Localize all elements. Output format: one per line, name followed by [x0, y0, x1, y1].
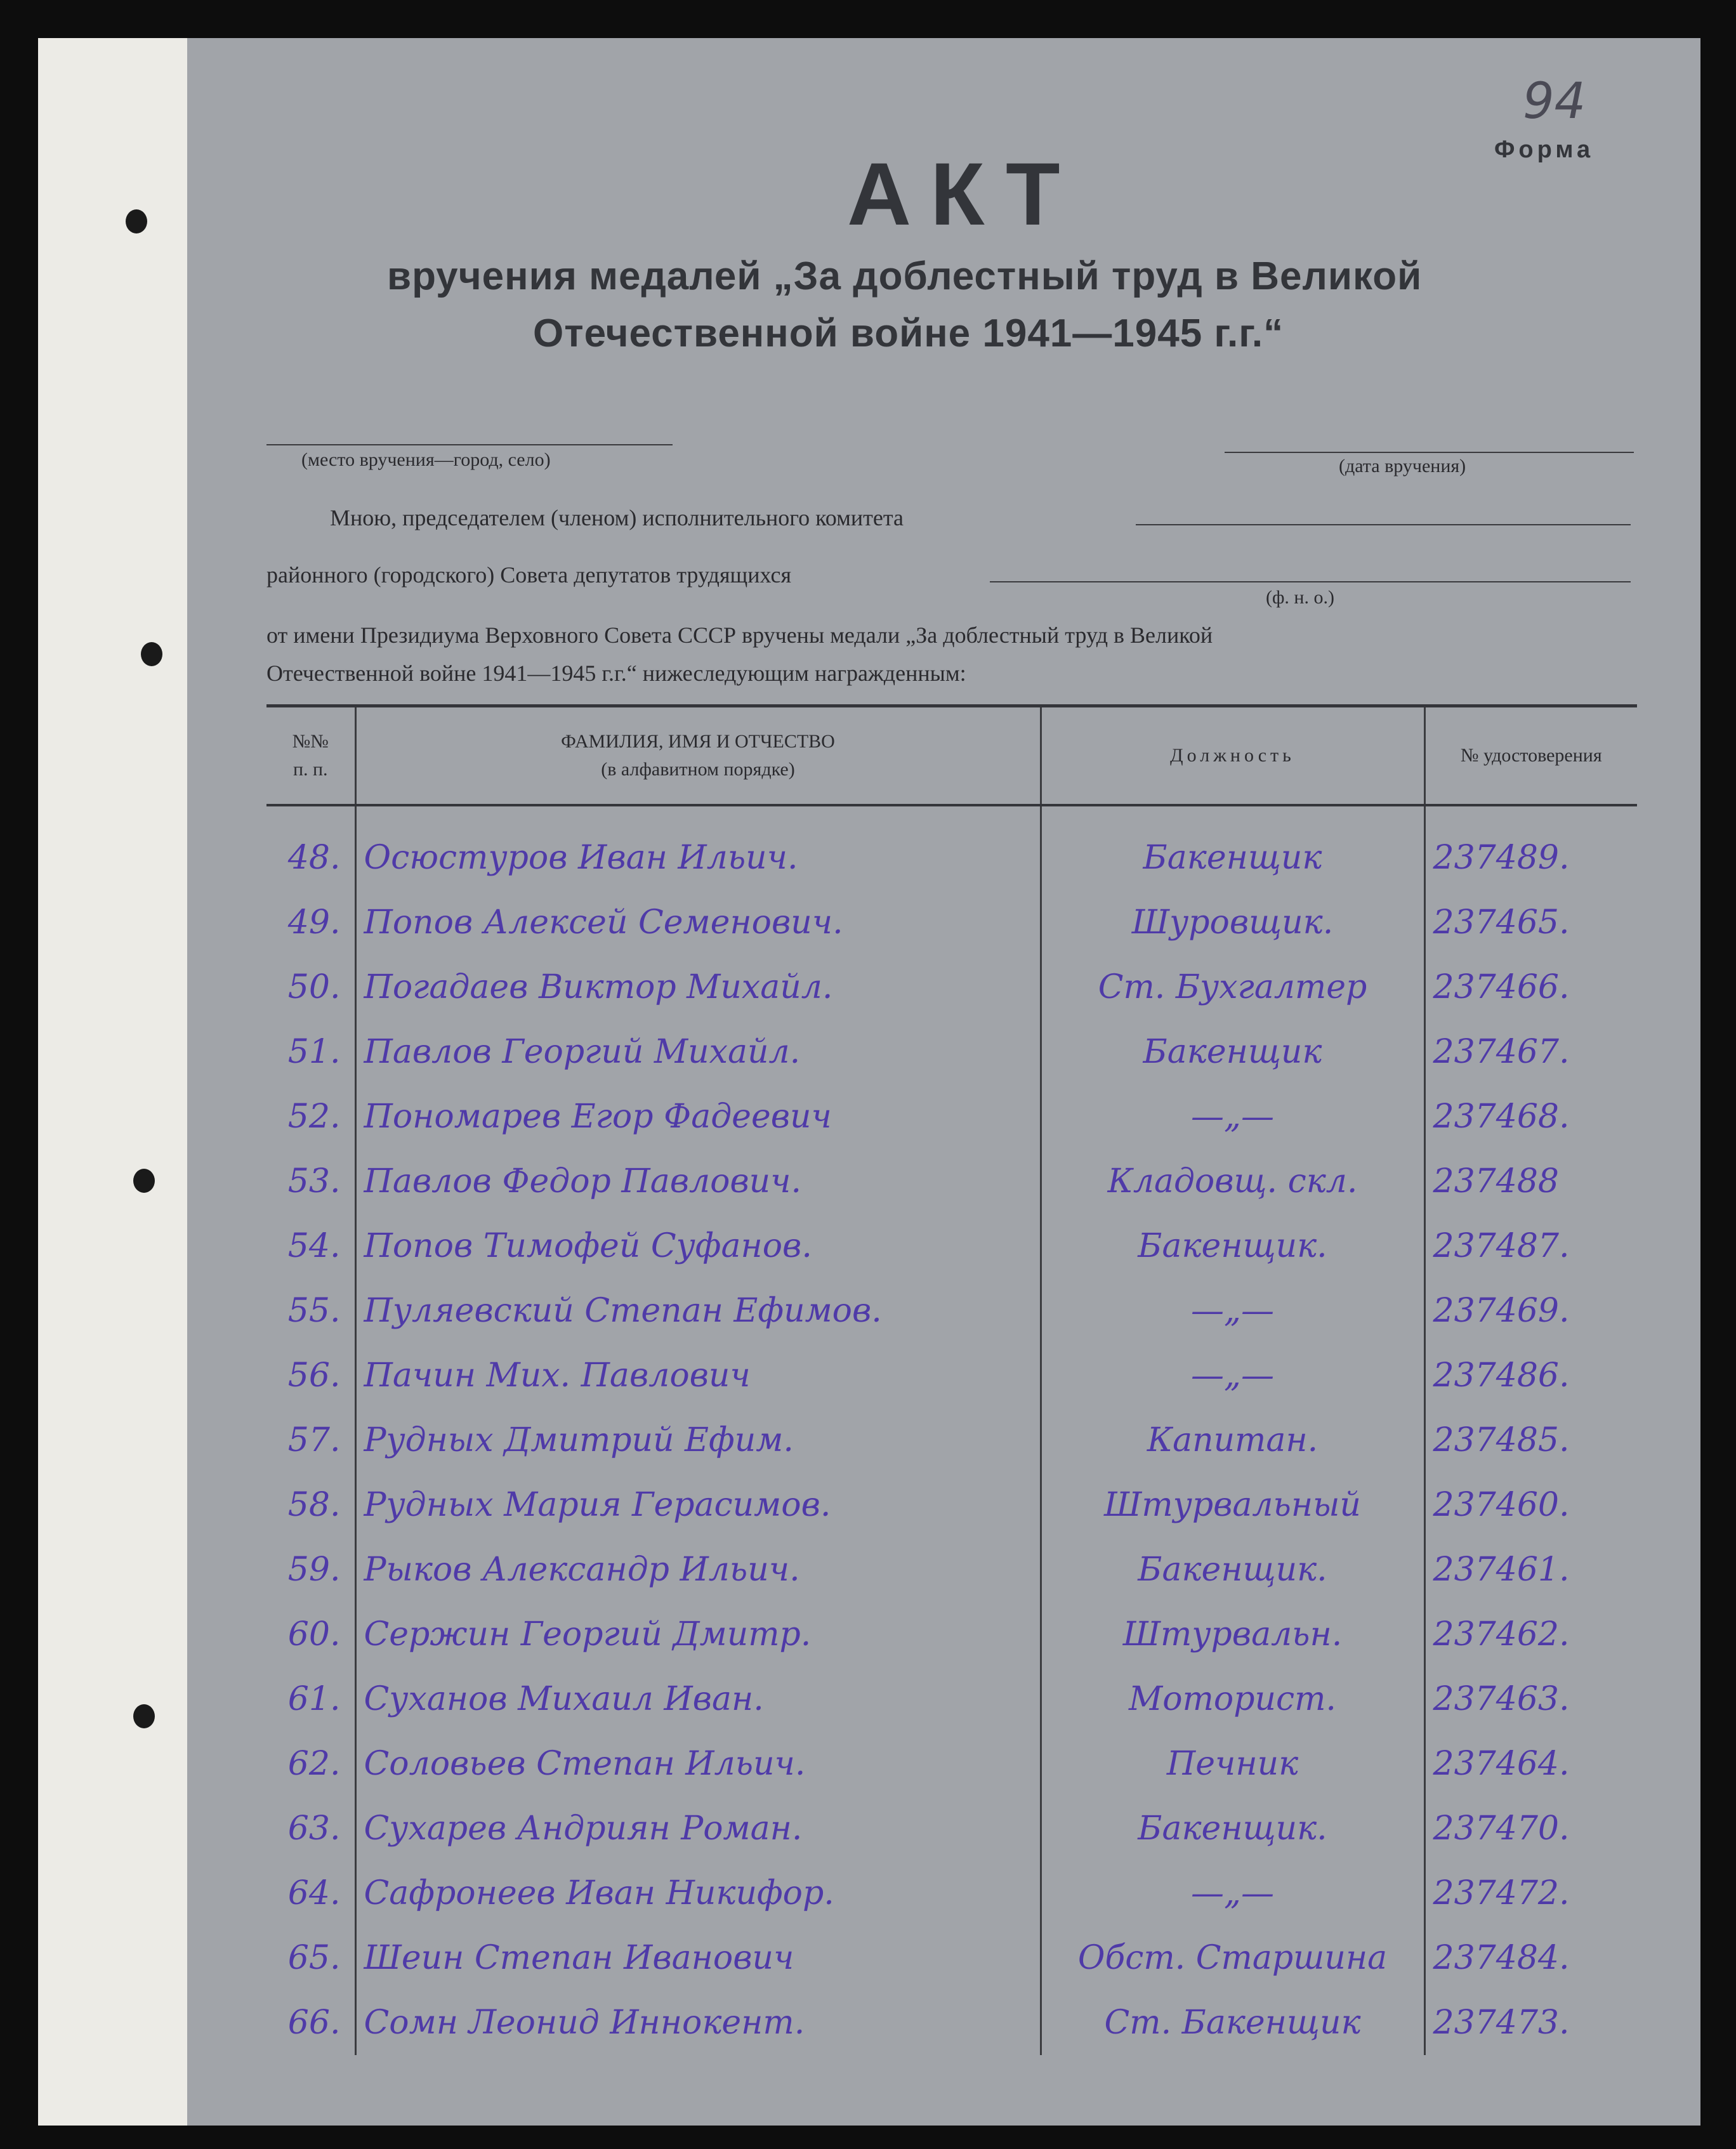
fio-field-line: [990, 581, 1631, 582]
header-name: [355, 706, 1041, 806]
document-subtitle-line1: вручения медалей „За доблестный труд в Великой: [387, 254, 1423, 298]
row-number: 52.: [287, 1098, 341, 1136]
header-position-label: Должность: [1170, 745, 1295, 766]
table-row: [266, 1020, 1637, 1084]
table-row: [266, 1408, 1637, 1473]
row-certificate: 237473.: [1424, 1990, 1637, 2055]
document-title: АКТ: [847, 144, 1079, 244]
table-header-row: [266, 706, 1637, 806]
header-name-line1: ФАМИЛИЯ, ИМЯ И ОТЧЕСТВО: [561, 731, 835, 752]
row-number: 53.: [287, 1162, 341, 1200]
row-number: 60.: [287, 1615, 341, 1653]
row-number: 59.: [287, 1551, 341, 1589]
row-number: 62.: [287, 1745, 341, 1783]
row-number: 58.: [287, 1486, 341, 1524]
table-row: [266, 1084, 1637, 1149]
header-position: [1041, 706, 1424, 806]
row-number: 63.: [287, 1810, 341, 1848]
body-line3: от имени Президиума Верховного Совета СССР вручены медали „За доблестный труд в Великой: [266, 622, 1213, 648]
table-row: [266, 1667, 1637, 1732]
row-name: Павлов Георгий Михайл.: [355, 1020, 1041, 1084]
date-field-line: [1225, 452, 1634, 453]
table-row: [266, 805, 1637, 890]
row-name: Погадаев Виктор Михайл.: [355, 955, 1041, 1020]
row-position: Моторист.: [1041, 1667, 1424, 1732]
table-row: [266, 1149, 1637, 1214]
date-caption: (дата вручения): [1339, 456, 1466, 476]
row-number: 57.: [287, 1421, 341, 1459]
row-position: —„—: [1041, 1343, 1424, 1408]
awards-table: [266, 704, 1637, 2055]
document-subtitle-line2: Отечественной войне 1941—1945 г.г.“: [533, 312, 1284, 355]
header-name-line2: (в алфавитном порядке): [601, 759, 795, 780]
row-certificate: 237465.: [1424, 890, 1637, 955]
row-name: Сомн Леонид Иннокент.: [355, 1990, 1041, 2055]
row-position: Бакенщик.: [1041, 1537, 1424, 1602]
table-row: [266, 1343, 1637, 1408]
punch-hole-icon: [141, 642, 162, 666]
sheet-left-margin: [38, 38, 203, 2126]
row-number: 50.: [287, 968, 341, 1006]
row-certificate: 237464.: [1424, 1732, 1637, 1796]
row-position: Печник: [1041, 1732, 1424, 1796]
row-number: 55.: [287, 1292, 341, 1330]
table-row: [266, 1796, 1637, 1861]
row-certificate: 237472.: [1424, 1861, 1637, 1926]
row-certificate: 237487.: [1424, 1214, 1637, 1278]
row-number: 51.: [287, 1033, 341, 1071]
row-number: 66.: [287, 2004, 341, 2042]
header-certificate-label: № удостоверения: [1460, 745, 1602, 766]
row-certificate: 237468.: [1424, 1084, 1637, 1149]
row-certificate: 237467.: [1424, 1020, 1637, 1084]
body-line2: районного (городского) Совета депутатов трудящихся: [266, 562, 792, 588]
punch-hole-icon: [133, 1169, 155, 1193]
row-name: Сухарев Андриян Роман.: [355, 1796, 1041, 1861]
row-certificate: 237462.: [1424, 1602, 1637, 1667]
row-position: Штурвальный: [1041, 1473, 1424, 1537]
row-name: Рудных Дмитрий Ефим.: [355, 1408, 1041, 1473]
table-row: [266, 1278, 1637, 1343]
body-line1: Мною, председателем (членом) исполнительного комитета: [330, 505, 904, 530]
row-number: 54.: [287, 1227, 341, 1265]
table-row: [266, 1732, 1637, 1796]
fio-caption: (ф. н. о.): [1266, 587, 1334, 608]
header-number-line2: п. п.: [293, 759, 328, 780]
row-position: Ст. Бакенщик: [1041, 1990, 1424, 2055]
table-row: [266, 1602, 1637, 1667]
header-number-line1: №№: [292, 731, 329, 752]
place-caption: (место вручения—город, село): [301, 449, 551, 470]
place-field-line: [266, 444, 673, 445]
row-name: Осюстуров Иван Ильич.: [355, 805, 1041, 890]
row-certificate: 237461.: [1424, 1537, 1637, 1602]
form-label: Форма: [1494, 136, 1595, 163]
row-name: Шеин Степан Иванович: [355, 1926, 1041, 1990]
row-position: Бакенщик.: [1041, 1796, 1424, 1861]
header-number: [266, 706, 355, 806]
row-name: Рыков Александр Ильич.: [355, 1537, 1041, 1602]
table-row: [266, 955, 1637, 1020]
row-number: 65.: [287, 1939, 341, 1977]
row-position: Ст. Бухгалтер: [1041, 955, 1424, 1020]
row-name: Сержин Георгий Дмитр.: [355, 1602, 1041, 1667]
table-row: [266, 1990, 1637, 2055]
row-certificate: 237460.: [1424, 1473, 1637, 1537]
row-number: 64.: [287, 1874, 341, 1912]
row-name: Пономарев Егор Фадеевич: [355, 1084, 1041, 1149]
row-certificate: 237463.: [1424, 1667, 1637, 1732]
row-name: Суханов Михаил Иван.: [355, 1667, 1041, 1732]
row-position: —„—: [1041, 1861, 1424, 1926]
header-certificate: [1424, 706, 1637, 806]
row-name: Попов Тимофей Суфанов.: [355, 1214, 1041, 1278]
row-certificate: 237469.: [1424, 1278, 1637, 1343]
row-name: Рудных Мария Герасимов.: [355, 1473, 1041, 1537]
row-position: Капитан.: [1041, 1408, 1424, 1473]
row-position: Бакенщик: [1041, 805, 1424, 890]
row-number: 56.: [287, 1357, 341, 1395]
row-position: Шуровщик.: [1041, 890, 1424, 955]
row-certificate: 237485.: [1424, 1408, 1637, 1473]
committee-field-line: [1136, 524, 1631, 525]
table-row: [266, 1537, 1637, 1602]
row-name: Пуляевский Степан Ефимов.: [355, 1278, 1041, 1343]
row-position: Штурвальн.: [1041, 1602, 1424, 1667]
row-certificate: 237489.: [1424, 805, 1637, 890]
row-name: Соловьев Степан Ильич.: [355, 1732, 1041, 1796]
table-row: [266, 1214, 1637, 1278]
row-name: Попов Алексей Семенович.: [355, 890, 1041, 955]
row-certificate: 237484.: [1424, 1926, 1637, 1990]
row-name: Пачин Мих. Павлович: [355, 1343, 1041, 1408]
row-name: Павлов Федор Павлович.: [355, 1149, 1041, 1214]
row-name: Сафронеев Иван Никифор.: [355, 1861, 1041, 1926]
row-number: 61.: [287, 1680, 341, 1718]
row-position: Кладовщ. скл.: [1041, 1149, 1424, 1214]
table-row: [266, 890, 1637, 955]
punch-hole-icon: [133, 1704, 155, 1728]
row-certificate: 237488: [1424, 1149, 1637, 1214]
table-row: [266, 1473, 1637, 1537]
row-number: 49.: [287, 904, 341, 942]
row-certificate: 237486.: [1424, 1343, 1637, 1408]
row-certificate: 237466.: [1424, 955, 1637, 1020]
table-row: [266, 1926, 1637, 1990]
table-row: [266, 1861, 1637, 1926]
page-number: 94: [1523, 73, 1586, 130]
row-position: Бакенщик: [1041, 1020, 1424, 1084]
row-position: Обст. Старшина: [1041, 1926, 1424, 1990]
row-position: Бакенщик.: [1041, 1214, 1424, 1278]
row-position: —„—: [1041, 1084, 1424, 1149]
row-position: —„—: [1041, 1278, 1424, 1343]
body-line4: Отечественной войне 1941—1945 г.г.“ нижеследующим награжденным:: [266, 660, 966, 686]
punch-hole-icon: [126, 209, 147, 233]
row-certificate: 237470.: [1424, 1796, 1637, 1861]
row-number: 48.: [287, 839, 341, 877]
